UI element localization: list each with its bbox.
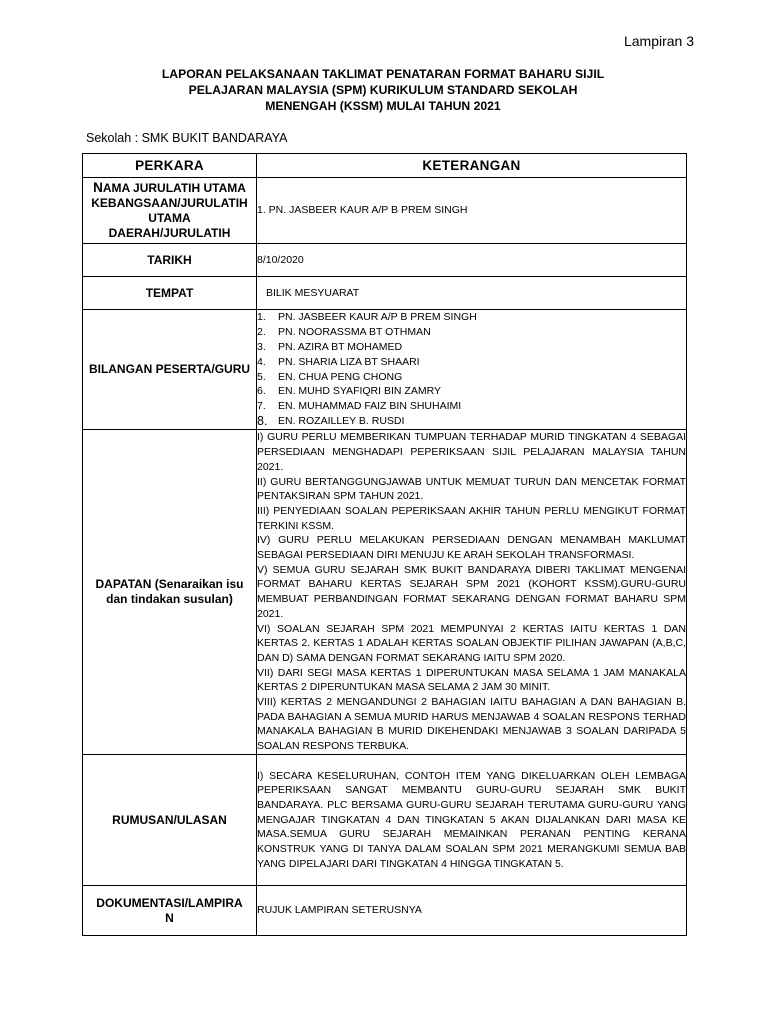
row-dapatan bbox=[83, 430, 687, 755]
label-line: dan tindakan susulan) bbox=[106, 592, 233, 607]
attachment-label: Lampiran 3 bbox=[623, 33, 694, 49]
row-tarikh bbox=[83, 244, 687, 277]
dokumentasi-value: RUJUK LAMPIRAN SETERUSNYA bbox=[257, 886, 687, 936]
item-number: 2. bbox=[257, 325, 266, 338]
peserta-label: BILANGAN PESERTA/GURU bbox=[83, 310, 257, 430]
school-name: Sekolah : SMK BUKIT BANDARAYA bbox=[86, 131, 288, 145]
title-line: PELAJARAN MALAYSIA (SPM) KURIKULUM STANDARD SEKOLAH bbox=[188, 83, 578, 97]
list-item bbox=[257, 384, 686, 399]
label-line bbox=[83, 180, 256, 196]
item-name: PN. AZIRA BT MOHAMED bbox=[278, 340, 403, 353]
nama-jurulatih-value: 1. PN. JASBEER KAUR A/P B PREM SINGH bbox=[257, 178, 687, 244]
label-line: N bbox=[165, 910, 174, 925]
row-tempat bbox=[83, 277, 687, 310]
label-line: UTAMA bbox=[148, 211, 191, 225]
item-number: 1. bbox=[257, 311, 266, 323]
row-peserta bbox=[83, 310, 687, 430]
dapatan-value bbox=[257, 430, 687, 755]
peserta-list-cell bbox=[257, 310, 687, 430]
list-item bbox=[257, 355, 686, 370]
dapatan-paragraph: VII) DARI SEGI MASA KERTAS 1 DIPERUNTUKAN MASA SELAMA 1 JAM MANAKALA KERTAS 2 DIPERUNTUKAN MASA SELAMA 2 JAM 30 MINIT. bbox=[257, 666, 686, 694]
item-name: PN. JASBEER KAUR A/P B PREM SINGH bbox=[278, 311, 477, 323]
rumusan-value bbox=[257, 755, 687, 886]
item-number: 5. bbox=[257, 370, 266, 383]
label-line: DOKUMENTASI/LAMPIRA bbox=[96, 895, 243, 910]
item-name: PN. NOORASSMA BT OTHMAN bbox=[278, 325, 431, 338]
list-item bbox=[257, 340, 686, 355]
list-item bbox=[257, 414, 686, 429]
nama-jurulatih-label bbox=[83, 178, 257, 244]
tarikh-value: 8/10/2020 bbox=[257, 244, 687, 277]
dapatan-paragraph: VI) SOALAN SEJARAH SPM 2021 MEMPUNYAI 2 KERTAS IAITU KERTAS 1 DAN KERTAS 2. KERTAS 1 ADALAH KERTAS SOALAN OBJEKTIF PILIHAN JAWAPAN (A,B,C, DAN D) SAMA DENGAN FORMAT SEKARANG IAITU SPM 2020. bbox=[257, 622, 686, 664]
dapatan-paragraph: V) SEMUA GURU SEJARAH SMK BUKIT BANDARAYA DIBERI TAKLIMAT MENGENAI FORMAT BAHARU KERTAS SEJARAH SPM 2021 (KOHORT KSSM).GURU-GURU MEMBUAT PERBANDINGAN FORMAT SEKARANG DENGAN FORMAT BAHARU SPM 2021. bbox=[257, 563, 686, 620]
header-perkara: PERKARA bbox=[83, 154, 257, 178]
dokumentasi-label bbox=[83, 886, 257, 936]
item-name: EN. CHUA PENG CHONG bbox=[278, 370, 403, 383]
label-line: DAERAH/JURULATIH bbox=[108, 226, 231, 240]
row-nama-jurulatih bbox=[83, 178, 687, 244]
report-table bbox=[82, 153, 687, 936]
item-name: PN. SHARIA LIZA BT SHAARI bbox=[278, 355, 420, 368]
tempat-value: BILIK MESYUARAT bbox=[257, 277, 687, 310]
dapatan-paragraph: I) GURU PERLU MEMBERIKAN TUMPUAN TERHADAP MURID TINGKATAN 4 SEBAGAI PERSEDIAAN MENGHADAPI PEPERIKSAAN SIJIL PELAJARAN MALAYSIA TAHUN 2021. bbox=[257, 431, 686, 473]
table-header-row bbox=[83, 154, 687, 178]
peserta-list bbox=[257, 310, 686, 429]
list-item bbox=[257, 325, 686, 340]
label-cap: N bbox=[93, 180, 103, 195]
item-name: EN. MUHAMMAD FAIZ BIN SHUHAIMI bbox=[278, 400, 462, 413]
list-item bbox=[257, 399, 686, 414]
item-number: 8. bbox=[257, 414, 268, 429]
dapatan-label bbox=[83, 430, 257, 755]
label-line: KEBANGSAAN/JURULATIH bbox=[91, 196, 248, 210]
item-number: 6. bbox=[257, 385, 266, 398]
dapatan-paragraph: VIII) KERTAS 2 MENGANDUNGI 2 BAHAGIAN IAITU BAHAGIAN A DAN BAHAGIAN B. PADA BAHAGIAN A SEMUA MURID HARUS MENJAWAB 4 SOALAN RESPONS TERHAD MANAKALA BAHAGIAN B MURID DIKEHENDAKI MENJAWAB 3 SOALAN DARIPADA 5 SOALAN RESPONS TERBUKA. bbox=[257, 696, 686, 753]
title-line: MENENGAH (KSSM) MULAI TAHUN 2021 bbox=[265, 99, 501, 113]
tarikh-label: TARIKH bbox=[83, 244, 257, 277]
title-line: LAPORAN PELAKSANAAN TAKLIMAT PENATARAN FORMAT BAHARU SIJIL bbox=[161, 67, 605, 81]
rumusan-paragraph: I) SECARA KESELURUHAN, CONTOH ITEM YANG DIKELUARKAN OLEH LEMBAGA PEPERIKSAAN SANGAT MEMBANTU GURU-GURU SEJARAH SMK BUKIT BANDARAYA. PLC BERSAMA GURU-GURU SEJARAH TERUTAMA GURU-GURU YANG MENGAJAR TINGKATAN 4 DAN TINGKATAN 5 AKAN DIJALANKAN DARI MASA KE MASA.SEMUA GURU SEJARAH MEMAINKAN PERANAN PENTING KERANA KONSTRUK YANG DI TANYA DALAM SOALAN SPM 2021 MERANGKUMI SEMUA BAB YANG DIPELAJARI DARI TINGKATAN 4 HINGGA TINGKATAN 5. bbox=[257, 769, 686, 870]
dapatan-paragraph: II) GURU BERTANGGUNGJAWAB UNTUK MEMUAT TURUN DAN MENCETAK FORMAT PENTAKSIRAN SPM TAHUN 2021. bbox=[257, 475, 686, 503]
label-rest: AMA JURULATIH UTAMA bbox=[102, 181, 246, 195]
rumusan-label: RUMUSAN/ULASAN bbox=[83, 755, 257, 886]
header-keterangan: KETERANGAN bbox=[257, 154, 687, 178]
item-name: EN. MUHD SYAFIQRI BIN ZAMRY bbox=[278, 385, 441, 398]
row-dokumentasi bbox=[83, 886, 687, 936]
item-name: EN. ROZAILLEY B. RUSDI bbox=[278, 415, 405, 428]
list-item bbox=[257, 310, 686, 325]
item-number: 7. bbox=[257, 400, 266, 413]
row-rumusan bbox=[83, 755, 687, 886]
item-number: 3. bbox=[257, 340, 266, 353]
label-line: DAPATAN (Senaraikan isu bbox=[95, 577, 244, 592]
tempat-label: TEMPAT bbox=[83, 277, 257, 310]
dapatan-paragraph: III) PENYEDIAAN SOALAN PEPERIKSAAN AKHIR TAHUN PERLU MENGIKUT FORMAT TERKINI KSSM. bbox=[257, 504, 686, 532]
list-item bbox=[257, 370, 686, 385]
document-title bbox=[80, 66, 686, 114]
item-number: 4. bbox=[257, 355, 266, 368]
dapatan-paragraph: IV) GURU PERLU MELAKUKAN PERSEDIAAN DENGAN MENAMBAH MAKLUMAT SEBAGAI PERSEDIAAN DIRI MENUJU KE ARAH SEKOLAH TRANSFORMASI. bbox=[257, 534, 686, 562]
